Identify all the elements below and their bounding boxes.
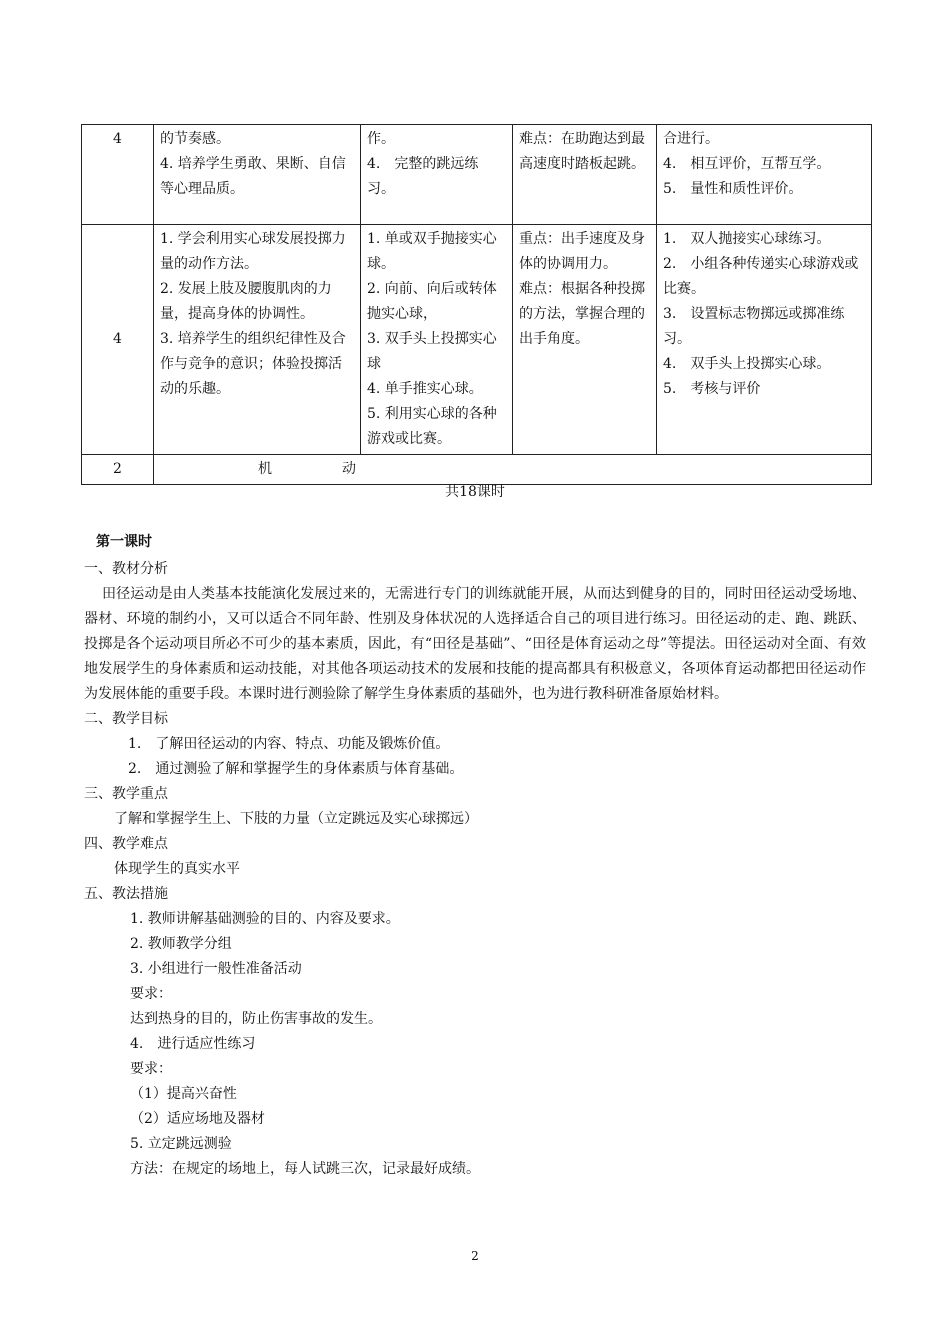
table-row: [82, 125, 872, 225]
keypoints-cell: 重点：出手速度及身体的协调用力。 难点：根据各种投掷的方法，掌握合理的出手角度。: [513, 225, 657, 455]
methods-cell: 1. 双人抛接实心球练习。 2. 小组各种传递实心球游戏或比赛。 3. 设置标志物掷远或掷准练习。 4. 双手头上投掷实心球。 5. 考核与评价: [657, 225, 872, 455]
hours-cell: 4: [82, 225, 154, 455]
content-cell: 1. 单或双手抛接实心球。 2. 向前、向后或转体抛实心球， 3. 双手头上投掷实心球 4. 单手推实心球。 5. 利用实心球的各种游戏或比赛。: [361, 225, 513, 455]
list-item: 要求：: [130, 1061, 172, 1077]
lesson-plan-table: [81, 124, 872, 485]
section-heading: 四、教学难点: [84, 836, 168, 852]
list-item: （1）提高兴奋性: [130, 1086, 237, 1102]
list-item: 3. 小组进行一般性准备活动: [130, 961, 302, 977]
lesson-section: [84, 530, 866, 1182]
lesson-title: 第一课时: [96, 534, 152, 550]
goals-cell: 1. 学会利用实心球发展投掷力量的动作方法。 2. 发展上肢及腰腹肌肉的力量，提高身体的协调性。 3. 培养学生的组织纪律性及合作与竞争的意识；体验投掷活动的乐趣。: [154, 225, 361, 455]
list-item: 达到热身的目的，防止伤害事故的发生。: [130, 1011, 382, 1027]
hours-cell: 4: [82, 125, 154, 225]
list-item: 5. 立定跳远测验: [130, 1136, 232, 1152]
methods-cell: 合进行。 4. 相互评价，互帮互学。 5. 量性和质性评价。: [657, 125, 872, 225]
difficulty-text: 体现学生的真实水平: [114, 861, 240, 877]
list-item: 1. 教师讲解基础测验的目的、内容及要求。: [130, 911, 400, 927]
list-item: 要求：: [130, 986, 172, 1002]
section-heading: 三、教学重点: [84, 786, 168, 802]
list-item: （2）适应场地及器材: [130, 1111, 265, 1127]
section-heading: 五、教法措施: [84, 886, 168, 902]
focus-text: 了解和掌握学生上、下肢的力量（立定跳远及实心球掷远）: [114, 811, 478, 827]
list-item: 1. 了解田径运动的内容、特点、功能及锻炼价值。: [128, 736, 450, 752]
content-cell: 作。 4. 完整的跳远练习。: [361, 125, 513, 225]
table-row: [82, 455, 872, 485]
list-item: 4. 进行适应性练习: [130, 1036, 256, 1052]
keypoints-cell: 难点：在助跑达到最高速度时踏板起跳。: [513, 125, 657, 225]
goals-cell: 的节奏感。 4. 培养学生勇敢、果断、自信等心理品质。: [154, 125, 361, 225]
flexible-cell: 机 动: [154, 455, 872, 485]
hours-cell: 2: [82, 455, 154, 485]
list-item: 2. 通过测验了解和掌握学生的身体素质与体育基础。: [128, 761, 464, 777]
list-item: 2. 教师教学分组: [130, 936, 232, 952]
page-number: 2: [471, 1249, 479, 1263]
total-hours: 共18课时: [445, 484, 505, 500]
list-item: 方法：在规定的场地上，每人试跳三次，记录最好成绩。: [130, 1161, 480, 1177]
table-row: [82, 225, 872, 455]
analysis-paragraph: 田径运动是由人类基本技能演化发展过来的，无需进行专门的训练就能开展，从而达到健身的目的，同时田径运动受场地、器材、环境的制约小，又可以适合不同年龄、性别及身体状况的人选择适合自己的项目进行练习。田径运动的走、跑、跳跃、投掷是各个运动项目所必不可少的基本素质，因此，有“田径是基础”、“田径是体育运动之母”等提法。田径运动对全面、有效地发展学生的身体素质和运动技能，对其他各项运动技术的发展和技能的提高都具有积极意义，各项体育运动都把田径运动作为发展体能的重要手段。本课时进行测验除了解学生身体素质的基础外，也为进行教科研准备原始材料。: [84, 586, 866, 702]
section-heading: 一、教材分析: [84, 561, 168, 577]
section-heading: 二、教学目标: [84, 711, 168, 727]
